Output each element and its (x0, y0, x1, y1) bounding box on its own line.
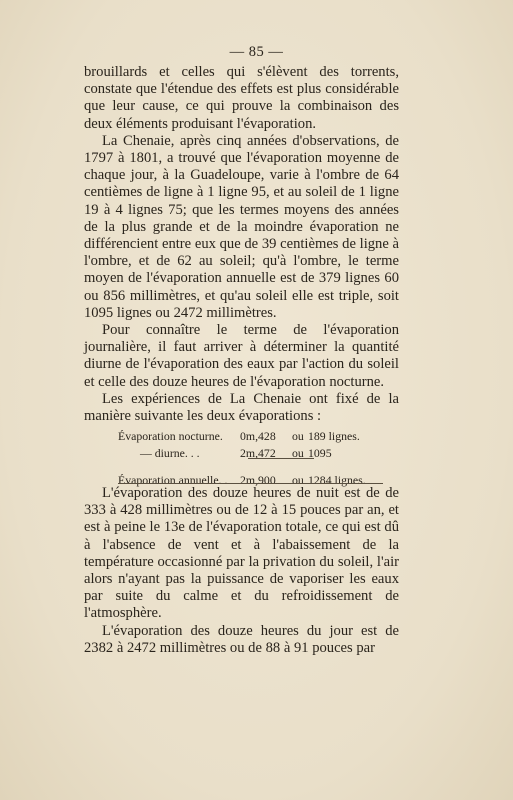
row-value: 2m,472 (240, 446, 276, 460)
row-label: — diurne. . . (140, 446, 200, 460)
paragraph: Les expériences de La Chenaie ont fixé de la manière suivante les deux évaporations : (84, 390, 399, 425)
row-alt-value: 1095 (308, 446, 332, 460)
row-separator: ou (292, 429, 304, 443)
row-label: Évaporation nocturne. (118, 429, 223, 443)
row-label: Évaporation annuelle. . (118, 473, 228, 487)
page-number: — 85 — (229, 44, 284, 60)
paragraph: L'évaporation des douze heures de nuit est de de 333 à 428 millimètres ou de 12 à 15 pouces par an, et est à peine le 13e de l'évaporation totale, ce qui est dû à l'absence de vent et à l'abaissement de la température occasionné par la privation du soleil, l'air alors n'ayant pas la puissance de vaporiser les eaux par suite du calme et du refroidissement de l'atmosphère. (84, 485, 399, 622)
text-block-bottom (84, 485, 399, 657)
paragraph: La Chenaie, après cinq années d'observations, de 1797 à 1801, a trouvé que l'évaporation moyenne de chaque jour, à la Guadeloupe, varie à l'ombre de 64 centièmes de ligne à 1 ligne 95, et au soleil de 1 ligne 19 à 4 lignes 75; que les termes moyens des années de la plus grande et de la moindre évaporation ne différencient entre eux que de 39 centièmes de ligne à l'ombre, et de 62 au soleil; qu'à l'ombre, le terme moyen de l'évaporation annuelle est de 379 lignes 60 ou 856 millimètres, et qu'au soleil elle est triple, soit 1095 lignes ou 2472 millimètres. (84, 132, 399, 321)
row-separator: ou (292, 473, 304, 487)
row-value: 2m,900 (240, 473, 276, 487)
row-separator: ou (292, 446, 304, 460)
paragraph: Pour connaître le terme de l'évaporation journalière, il faut arriver à déterminer la quantité diurne de l'évaporation des eaux par l'action du soleil et celle des douze heures de l'évaporation nocturne. (84, 322, 399, 390)
paragraph: L'évaporation des douze heures du jour est de 2382 à 2472 millimètres ou de 88 à 91 pouces par (84, 622, 399, 656)
table-bottom-rule (118, 483, 383, 484)
row-value: 0m,428 (240, 429, 276, 443)
table-row (118, 445, 378, 462)
row-alt-value: 1284 lignes. (308, 473, 366, 487)
row-alt-value: 189 lignes. (308, 429, 360, 443)
table-row (118, 428, 378, 445)
text-block-top (84, 64, 399, 425)
paragraph: brouillards et celles qui s'élèvent des torrents, constate que l'étendue des effets est plus considérable que leur cause, ce qui prouve la combinaison des deux éléments produisant l'évaporation. (84, 64, 399, 132)
sum-rule (248, 458, 314, 459)
